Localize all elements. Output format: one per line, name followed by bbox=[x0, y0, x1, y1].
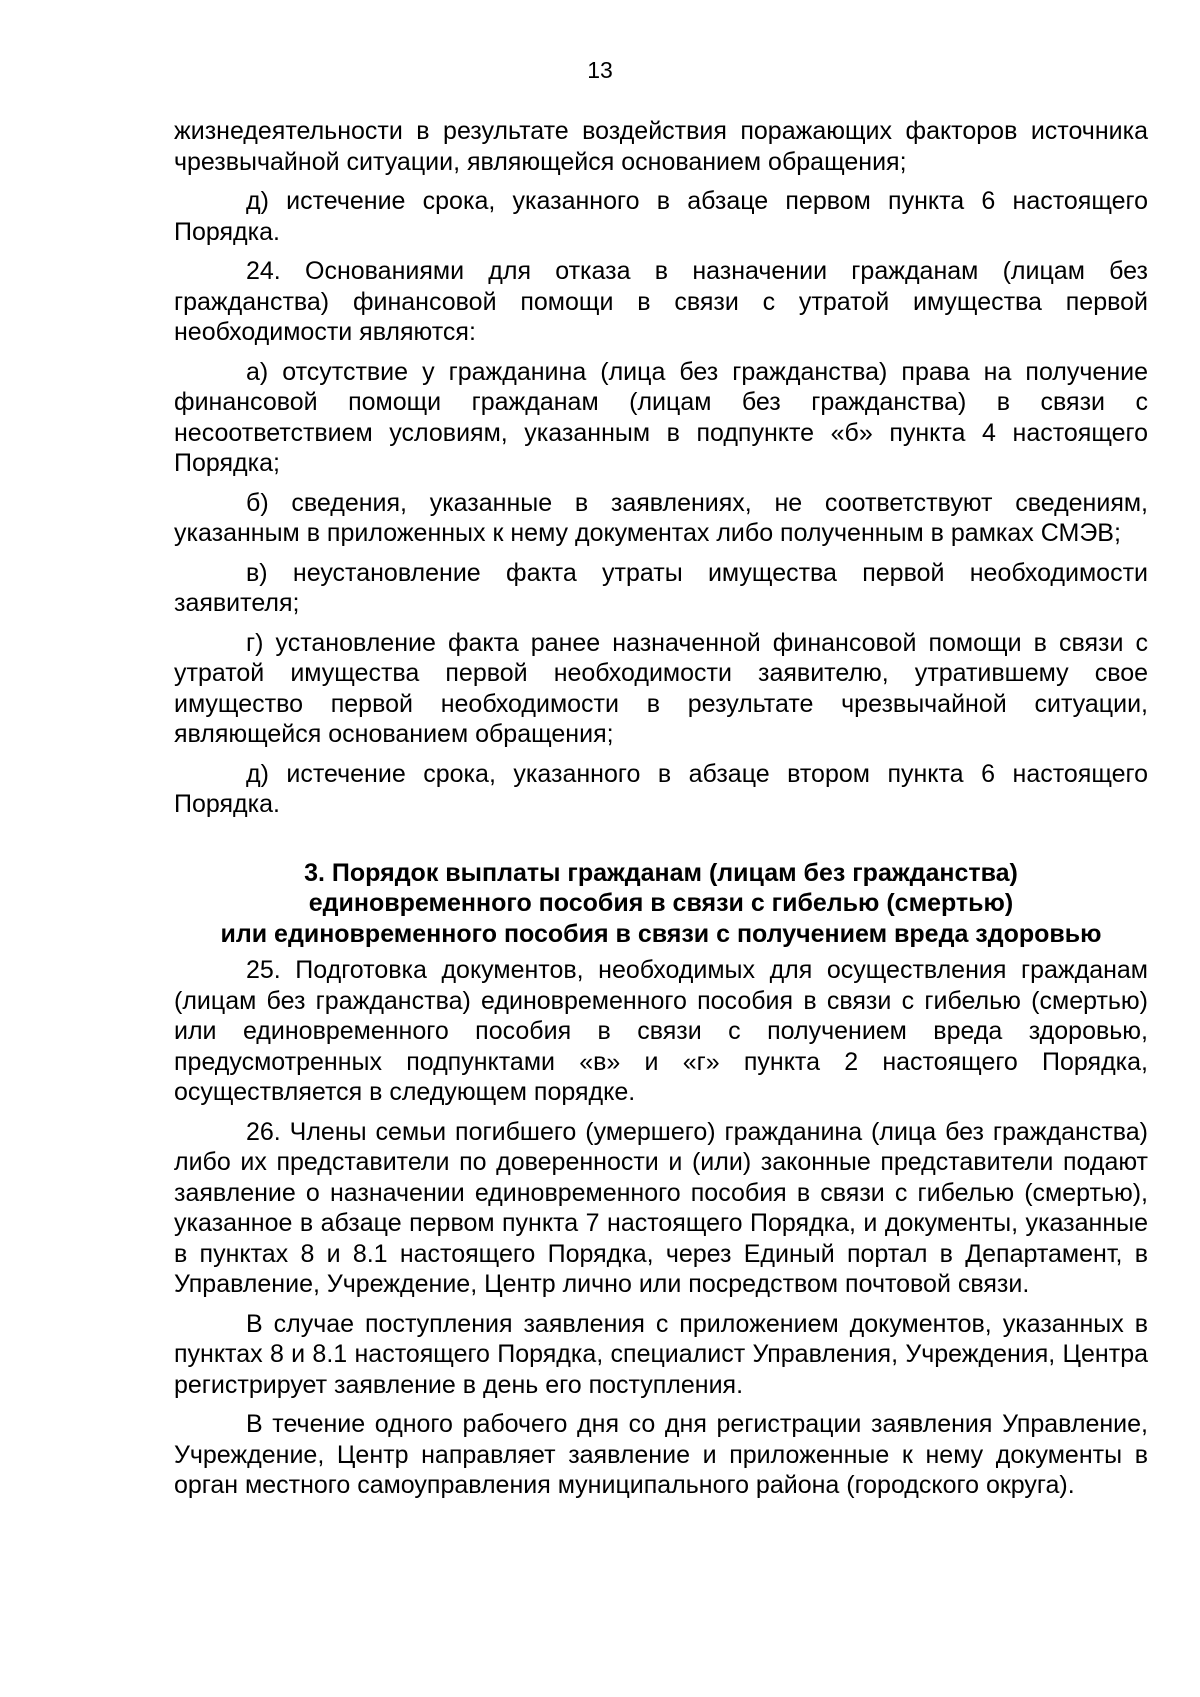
section-heading-line-2: единовременного пособия в связи с гибелью (смертью) bbox=[308, 889, 1014, 917]
paragraph-item-v: в) неустановление факта утраты имущества первой необходимости заявителя; bbox=[174, 558, 1148, 617]
paragraph-continuation: жизнедеятельности в результате воздействия поражающих факторов источника чрезвычайной ситуации, являющейся основанием обращения; bbox=[174, 117, 1148, 176]
paragraph-24: 24. Основаниями для отказа в назначении гражданам (лицам без гражданства) финансовой помощи в связи с утратой имущества первой необходимости являются: bbox=[174, 257, 1148, 346]
paragraph-26: 26. Члены семьи погибшего (умершего) гражданина (лица без гражданства) либо их представители по доверенности и (или) законные представители подают заявление о назначении единовременного пособия в связи с гибелью (смертью), указанное в абзаце первом пункта 7 настоящего Порядка, и документы, указанные в пунктах 8 и 8.1 настоящего Порядка, через Единый портал в Департамент, в Управление, Учреждение, Центр лично или посредством почтовой связи. bbox=[174, 1117, 1148, 1298]
paragraph-item-d-first: д) истечение срока, указанного в абзаце первом пункта 6 настоящего Порядка. bbox=[174, 187, 1148, 246]
paragraph-item-a: а) отсутствие у гражданина (лица без гражданства) права на получение финансовой помощи гражданам (лицам без гражданства) в связи с несоответствием условиям, указанным в подпункте «б» пункта 4 настоящего Порядка; bbox=[174, 357, 1148, 477]
paragraph-registration: В случае поступления заявления с приложением документов, указанных в пунктах 8 и 8.1 настоящего Порядка, специалист Управления, Учреждения, Центра регистрирует заявление в день его поступления. bbox=[174, 1309, 1148, 1399]
section-heading-line-3: или единовременного пособия в связи с получением вреда здоровью bbox=[220, 919, 1102, 948]
paragraph-item-d-second: д) истечение срока, указанного в абзаце втором пункта 6 настоящего Порядка. bbox=[174, 759, 1148, 818]
paragraph-item-g: г) установление факта ранее назначенной финансовой помощи в связи с утратой имущества первой необходимости заявителю, утратившему свое имущество первой необходимости в результате чрезвычайной ситуации, являющейся основанием обращения; bbox=[174, 628, 1148, 748]
paragraph-forwarding: В течение одного рабочего дня со дня регистрации заявления Управление, Учреждение, Центр направляет заявление и приложенные к нему документы в орган местного самоуправления муниципального района (городского округа). bbox=[174, 1410, 1148, 1499]
document-body bbox=[174, 116, 1148, 1510]
section-heading bbox=[174, 858, 1148, 950]
paragraph-25: 25. Подготовка документов, необходимых для осуществления гражданам (лицам без гражданства) единовременного пособия в связи с гибелью (смертью) или единовременного пособия в связи с получением вреда здоровью, предусмотренных подпунктами «в» и «г» пункта 2 настоящего Порядка, осуществляется в следующем порядке. bbox=[174, 956, 1148, 1106]
paragraph-item-b: б) сведения, указанные в заявлениях, не соответствуют сведениям, указанным в приложенных к нему документах либо полученным в рамках СМЭВ; bbox=[174, 488, 1148, 547]
page-number: 13 bbox=[587, 57, 613, 83]
section-heading-line-1: 3. Порядок выплаты гражданам (лицам без гражданства) bbox=[304, 858, 1018, 887]
